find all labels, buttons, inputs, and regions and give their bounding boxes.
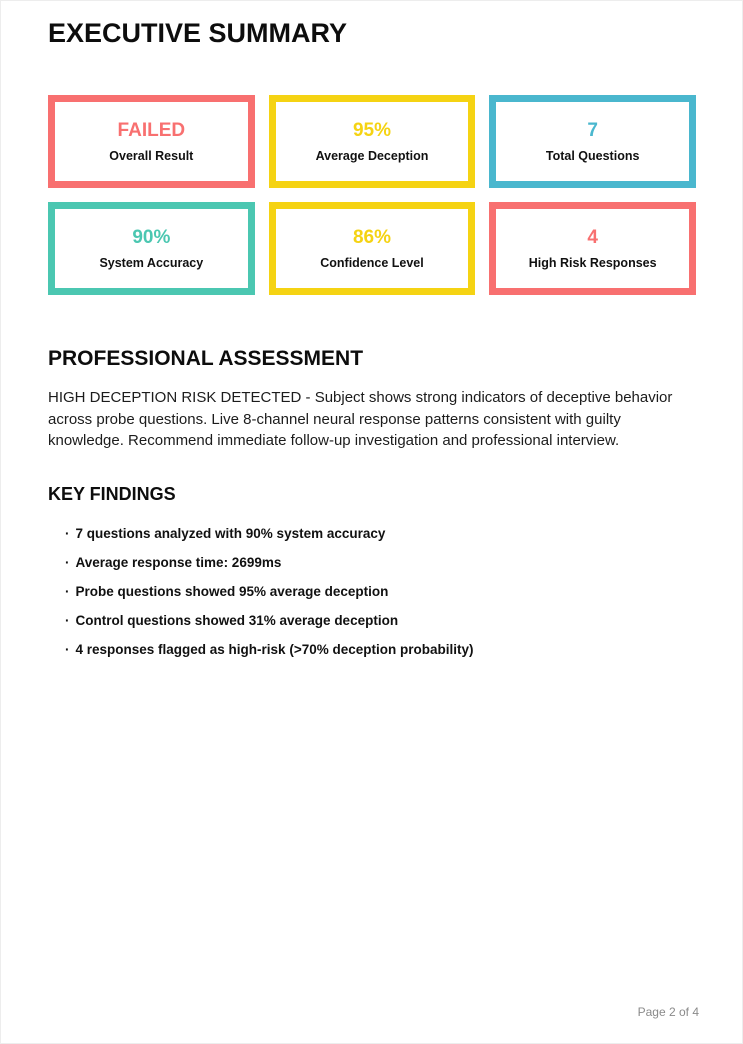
stat-label: Total Questions — [545, 148, 640, 163]
bullet-icon: · — [65, 525, 70, 541]
finding-item — [65, 641, 696, 658]
stat-value: FAILED — [117, 119, 186, 141]
stat-value: 90% — [132, 226, 171, 248]
bullet-icon: · — [65, 612, 70, 628]
finding-text: Control questions showed 31% average deception — [75, 612, 399, 628]
finding-text: Probe questions showed 95% average deception — [75, 583, 389, 599]
assessment-heading: PROFESSIONAL ASSESSMENT — [48, 347, 364, 370]
stat-label: System Accuracy — [99, 255, 204, 270]
finding-text: 4 responses flagged as high-risk (>70% deception probability) — [75, 641, 474, 657]
stat-card — [269, 202, 476, 295]
finding-text: 7 questions analyzed with 90% system accuracy — [75, 525, 386, 541]
stat-card — [489, 95, 696, 188]
stat-label: High Risk Responses — [528, 255, 657, 270]
finding-item — [65, 525, 696, 542]
stat-card — [48, 95, 255, 188]
page-number: Page 2 of 4 — [637, 1005, 699, 1019]
finding-item — [65, 554, 696, 571]
stat-value: 7 — [587, 119, 598, 141]
stat-value: 95% — [352, 119, 391, 141]
stat-card — [489, 202, 696, 295]
stat-label: Overall Result — [109, 148, 194, 163]
finding-item — [65, 583, 696, 600]
assessment-body: HIGH DECEPTION RISK DETECTED - Subject shows strong indicators of deceptive behavior across probe questions. Live 8-channel neural response patterns consistent with guilty knowledge. Recommend immediate follow-up investigation and professional interview. — [48, 389, 673, 449]
stat-card — [48, 202, 255, 295]
page-title: EXECUTIVE SUMMARY — [48, 18, 348, 48]
stat-value: 86% — [352, 226, 391, 248]
stat-value: 4 — [587, 226, 598, 248]
stats-grid — [48, 95, 696, 295]
bullet-icon: · — [65, 554, 70, 570]
stat-label: Confidence Level — [320, 255, 424, 270]
stat-label: Average Deception — [315, 148, 429, 163]
findings-list — [48, 525, 696, 658]
findings-heading: KEY FINDINGS — [48, 483, 176, 504]
finding-text: Average response time: 2699ms — [75, 554, 282, 570]
stat-card — [269, 95, 476, 188]
bullet-icon: · — [65, 583, 70, 599]
bullet-icon: · — [65, 641, 70, 657]
finding-item — [65, 612, 696, 629]
